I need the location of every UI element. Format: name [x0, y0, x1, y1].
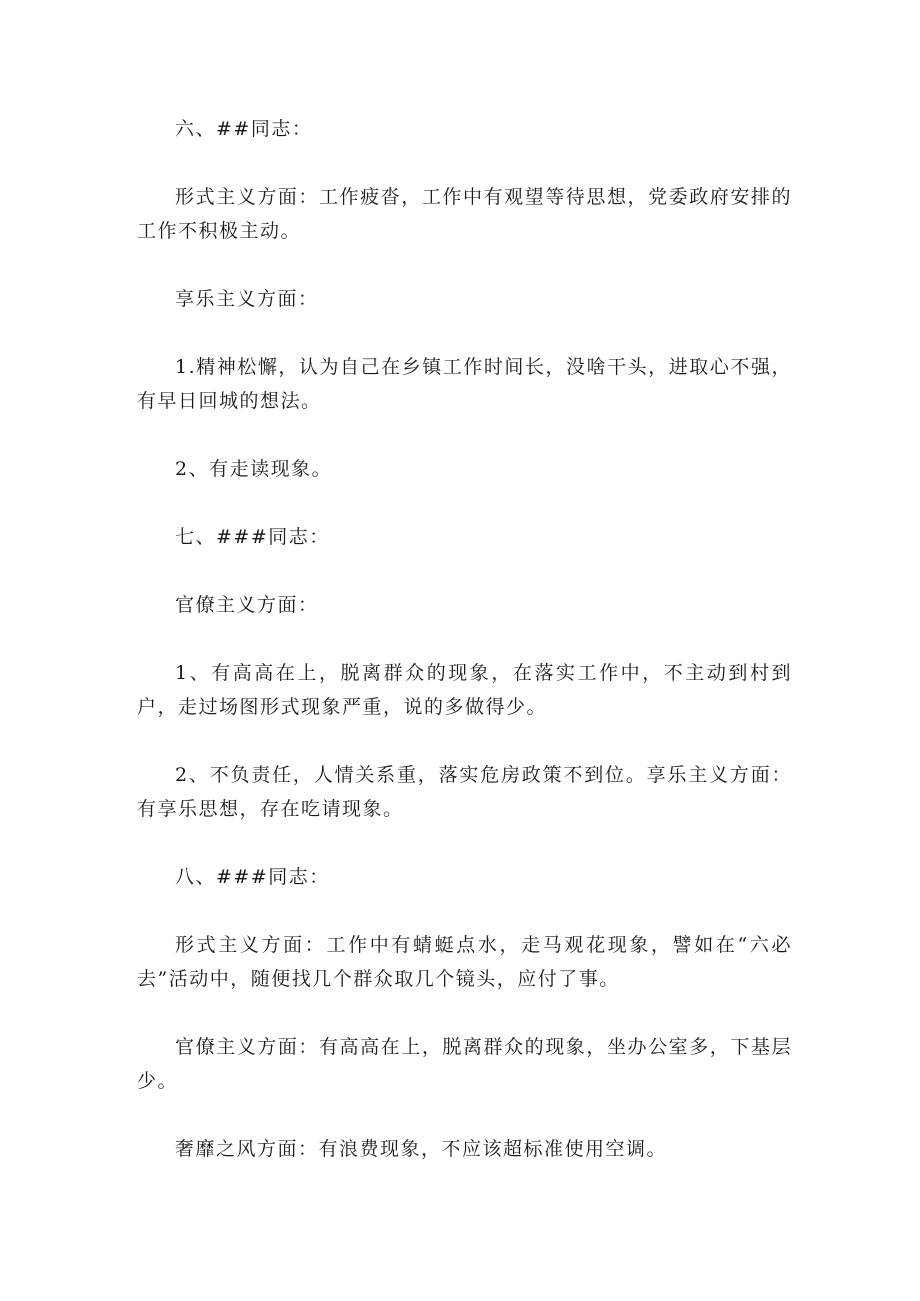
- paragraph-extravagance-eight: 奢靡之风方面：有浪费现象，不应该超标准使用空调。: [175, 1138, 668, 1160]
- paragraph-bureaucracy-item-2: 2、不负责任，人情关系重，落实危房政策不到位。享乐主义方面：有享乐思想，存在吃请现象。: [137, 764, 792, 820]
- paragraph-hedonism-item-2: 2、有走读现象。: [175, 458, 333, 480]
- paragraph-hedonism-item-1: 1.精神松懈，认为自己在乡镇工作时间长，没啥干头，进取心不强，有早日回城的想法。: [137, 356, 792, 412]
- heading-comrade-seven: 七、###同志：: [175, 526, 330, 548]
- paragraph-bureaucracy-eight: 官僚主义方面：有高高在上，脱离群众的现象，坐办公室多，下基层少。: [137, 1036, 792, 1092]
- paragraph-bureaucracy-item-1: 1、有高高在上，脱离群众的现象，在落实工作中，不主动到村到户，走过场图形式现象严重，说的多做得少。: [137, 662, 792, 718]
- paragraph-formalism-eight: 形式主义方面：工作中有蜻蜓点水，走马观花现象，譬如在“六必去”活动中，随便找几个群众取几个镜头，应付了事。: [137, 934, 792, 990]
- paragraph-formalism-six: 形式主义方面：工作疲沓，工作中有观望等待思想，党委政府安排的工作不积极主动。: [137, 186, 792, 242]
- heading-comrade-six: 六、##同志：: [175, 118, 313, 140]
- document-body: [137, 112, 792, 1200]
- paragraph-bureaucracy-heading-seven: 官僚主义方面：: [175, 594, 319, 616]
- paragraph-hedonism-heading-six: 享乐主义方面：: [175, 288, 319, 310]
- heading-comrade-eight: 八、###同志：: [175, 866, 330, 888]
